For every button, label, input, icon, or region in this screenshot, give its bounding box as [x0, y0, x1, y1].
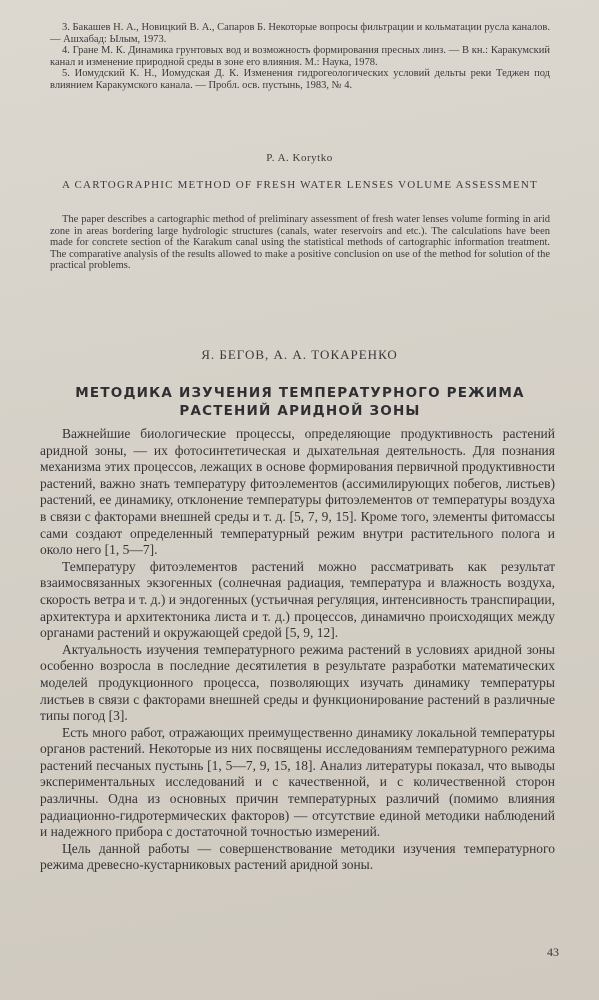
- reference-item: 3. Бакашев Н. А., Новицкий В. А., Сапаров Б. Некоторые вопросы фильтрации и кольматации русла каналов. — Ашхабад: Ылым, 1973.: [50, 22, 550, 45]
- page-number: 43: [547, 945, 559, 959]
- article-body: [40, 426, 555, 874]
- reference-item: 5. Иомудский К. Н., Иомудская Д. К. Изменения гидрогеологических условий дельты реки Теджен под влиянием Каракумского канала. — Пробл. осв. пустынь, 1983, № 4.: [50, 68, 550, 91]
- body-paragraph: Температуру фитоэлементов растений можно рассматривать как результат взаимосвязанных экзогенных (солнечная радиация, температура и влажность воздуха, скорость ветра и т. д.) и эндогенных (устьичная регуляция, интенсивность транспирации, архитектура и архитектоника листа и т. д.) процессов, динамично происходящих между органами растений и окружающей средой [5, 9, 12].: [40, 558, 555, 641]
- english-author: P. A. Korytko: [266, 152, 333, 164]
- russian-authors: Я. БЕГОВ, А. А. ТОКАРЕНКО: [201, 347, 398, 362]
- english-abstract: The paper describes a cartographic method of preliminary assessment of fresh water lenses volume forming in arid zone in areas bordering large hydrologic structures (canals, water reservoirs and etc.). The calculations have been made for concrete section of the Karakum canal using the statistical methods of cartographic information treatment. The comparative analysis of the results allowed to make a positive conclusion on use of the method for solution of the practical problems.: [50, 214, 550, 272]
- english-title: A CARTOGRAPHIC METHOD OF FRESH WATER LENSES VOLUME ASSESSMENT: [62, 179, 538, 191]
- body-paragraph: Актуальность изучения температурного режима растений в условиях аридной зоны особенно возросла в последние десятилетия в результате разработки математических моделей продукционного процесса, позволяющих изучать динамику температуры листьев в связи с факторами внешней среды и функционирование растений в различные типы погод [3].: [40, 641, 555, 724]
- reference-item: 4. Гране М. К. Динамика грунтовых вод и возможность формирования пресных линз. — В кн.: Каракумский канал и изменение природной среды в зоне его влияния. М.: Наука, 1978.: [50, 45, 550, 68]
- body-paragraph: Цель данной работы — совершенствование методики изучения температурного режима древесно-кустарниковых растений аридной зоны.: [40, 840, 555, 873]
- russian-title: МЕТОДИКА ИЗУЧЕНИЯ ТЕМПЕРАТУРНОГО РЕЖИМА РАСТЕНИЙ АРИДНОЙ ЗОНЫ: [75, 385, 525, 419]
- reference-list: [50, 22, 550, 92]
- body-paragraph: Есть много работ, отражающих преимущественно динамику локальной температуры органов растений. Некоторые из них посвящены исследованиям температурного режима растений песчаных пустынь [1, 5—7, 9, 15, 18]. Анализ литературы показал, что выводы экспериментальных исследований и с качественной, и с количественной сторон различны. Одна из основных причин температурных различий (помимо влияния радиационно-гидротермических факторов) — отсутствие единой методики наблюдений и надежного прибора с достаточной точностью измерений.: [40, 724, 555, 840]
- body-paragraph: Важнейшие биологические процессы, определяющие продуктивность растений аридной зоны, — их фотосинтетическая и дыхательная деятельность. Для познания механизма этих процессов, лежащих в основе формирования первичной продуктивности растений, важно знать температуру фитоэлементов (ассимилирующих побегов, листьев) растений, ее динамику, отклонение температуры фитоэлементов от температуры воздуха в связи с факторами внешней среды и т. д. [5, 7, 9, 15]. Кроме того, элементы фитомассы сами создают определенный температурный режим внутри растительного полога и около него [1, 5—7].: [40, 426, 555, 558]
